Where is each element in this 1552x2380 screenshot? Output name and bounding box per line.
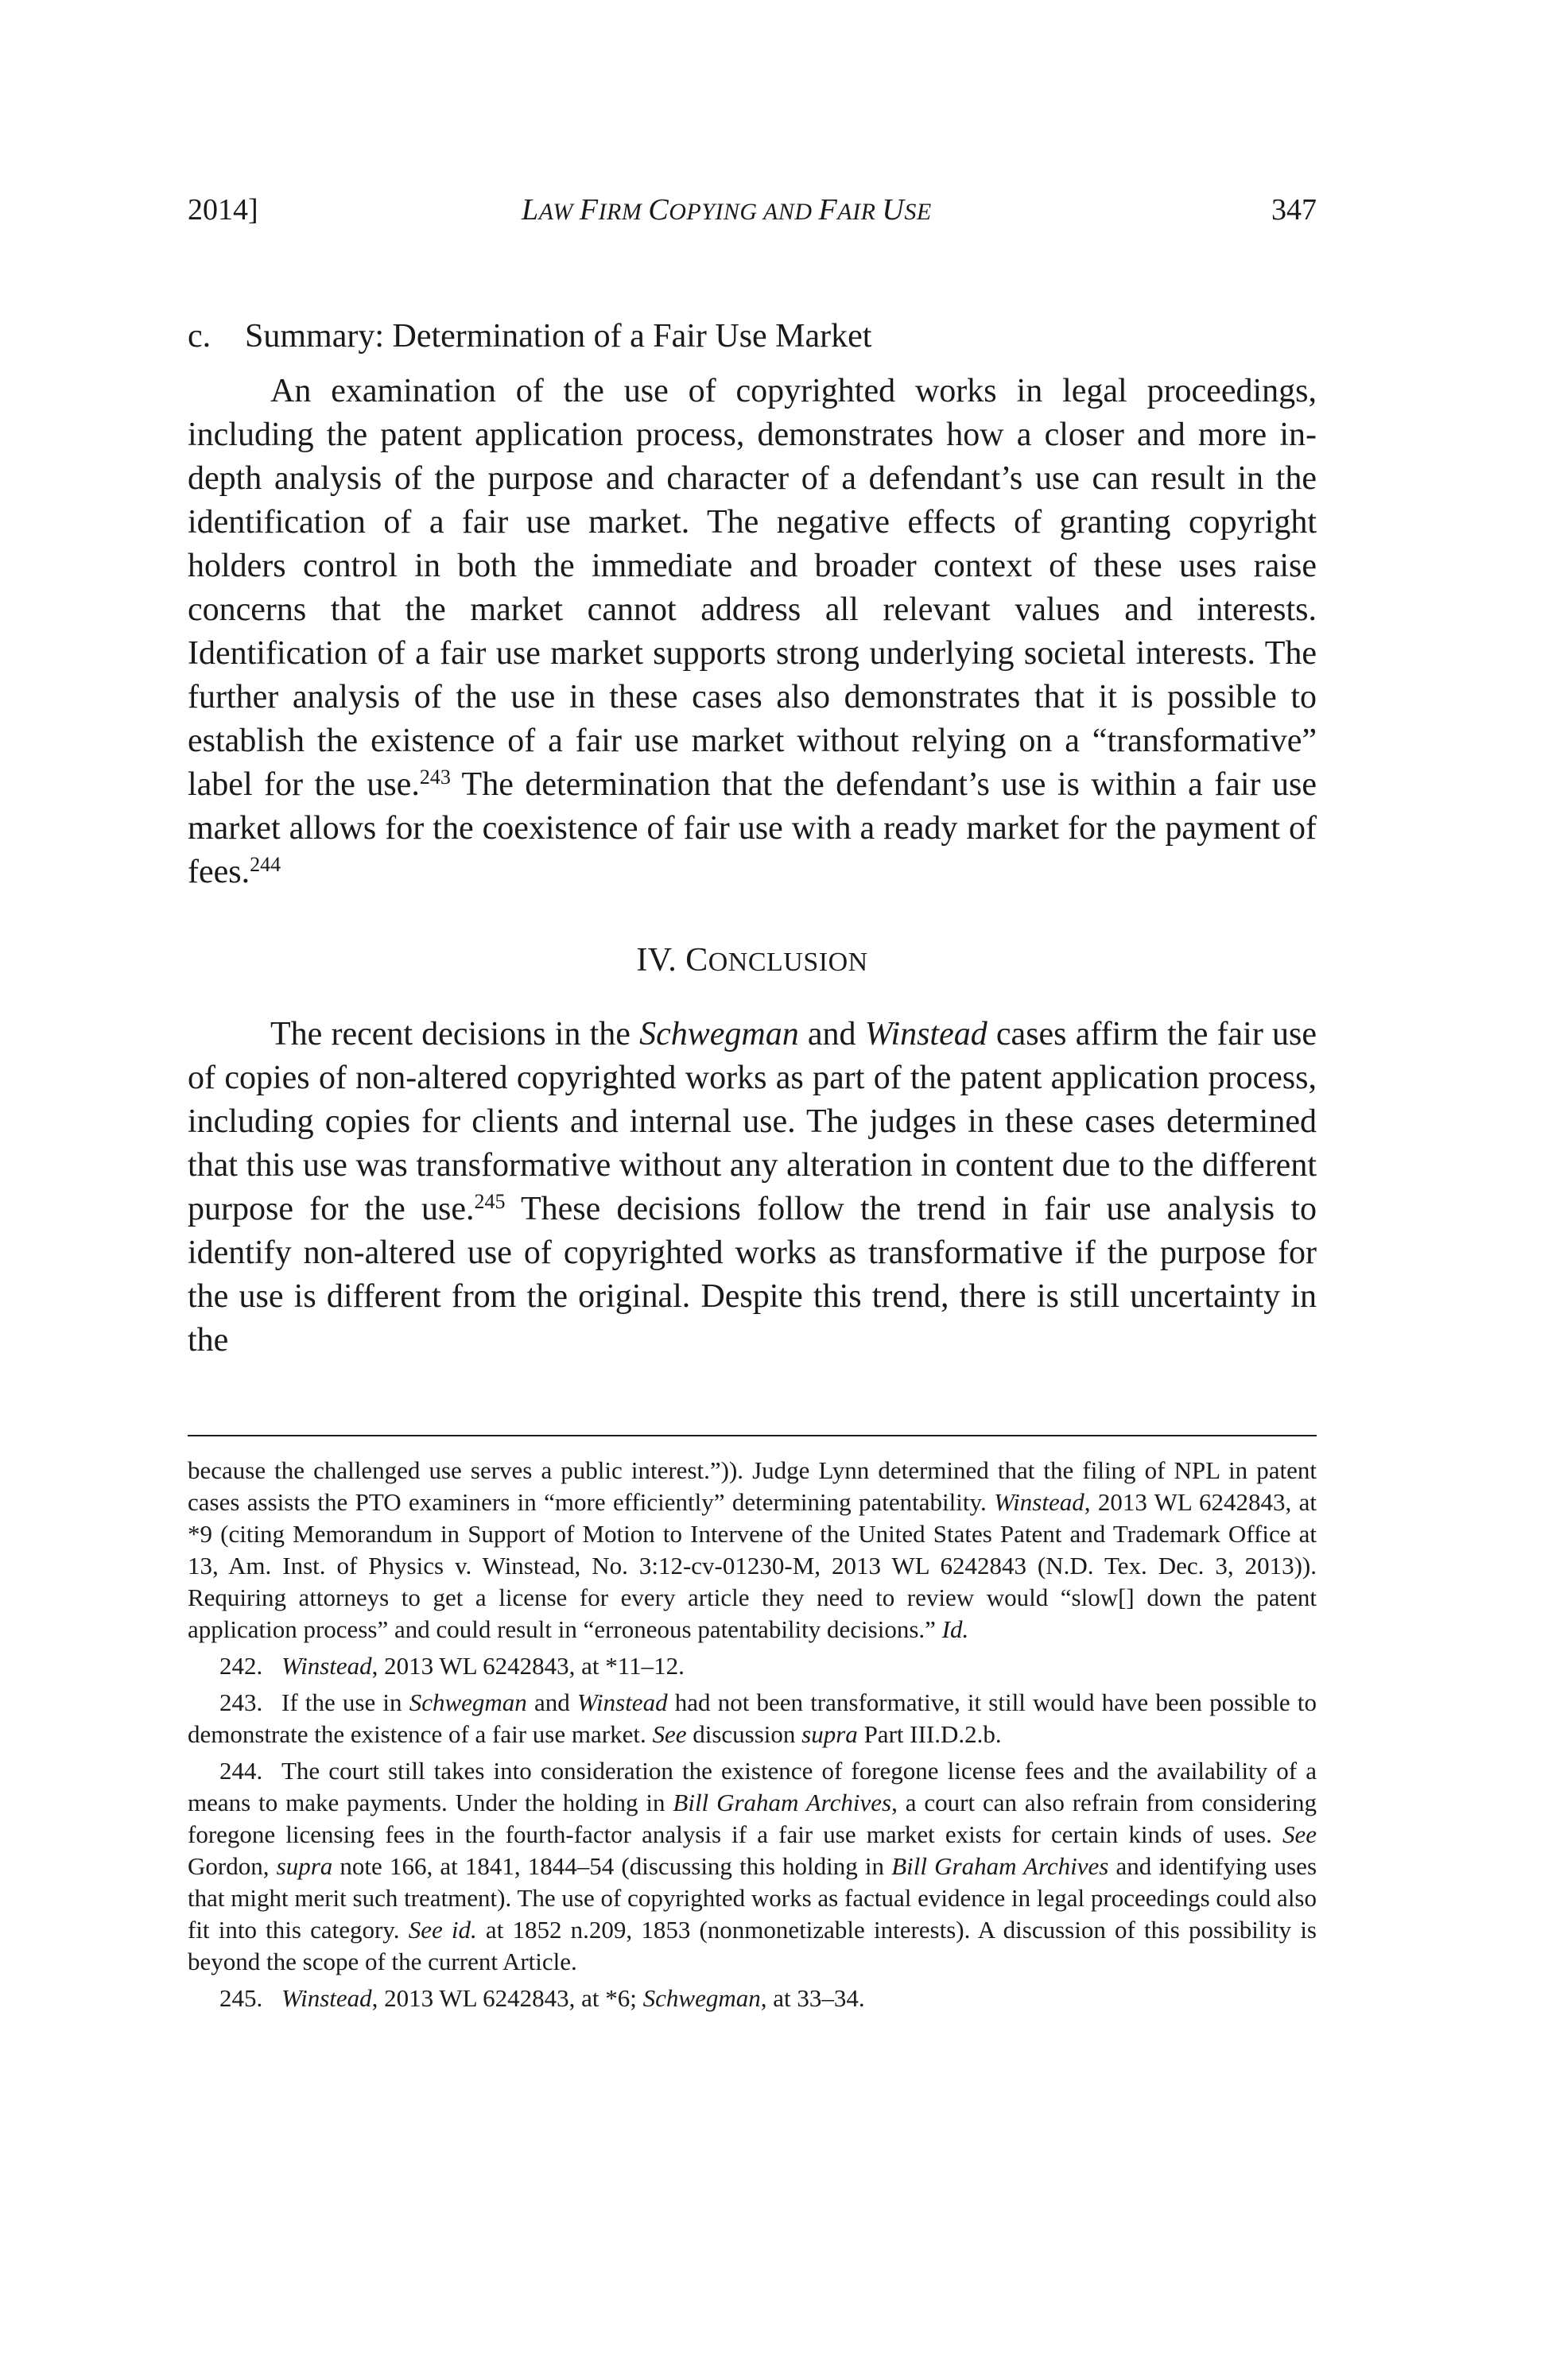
footnote-continuation: because the challenged use serves a public interest.”)). Judge Lynn determined that the filing of NPL in patent cases assists the PTO examiners in “more efficiently” determining patentability. Winstead, 2013 WL 6242843, at *9 (citing Memorandum in Support of Motion to Intervene of the United States Patent and Trademark Office at 13, Am. Inst. of Physics v. Winstead, No. 3:12-cv-01230-M, 2013 WL 6242843 (N.D. Tex. Dec. 3, 2013)). Requiring attorneys to get a license for every article they need to review would “slow[] down the patent application process” and could result in “erroneous patentability decisions.” Id. — [188, 1456, 1317, 1643]
footnotes — [188, 1455, 1317, 2019]
footnote-245: 245. Winstead, 2013 WL 6242843, at *6; Schwegman, at 33–34. — [219, 1984, 865, 2012]
body-paragraph: An examination of the use of copyrighted works in legal proceedings, including the patent application process, demonstrates how a closer and more in-depth analysis of the purpose and character of a defendant’s use can result in the identification of a fair use market. The negative effects of granting copyright holders control in both the immediate and broader context of these uses raise concerns that the market cannot address all relevant values and interests. Identification of a fair use market supports strong underlying societal interests. The further analysis of the use in these cases also demonstrates that it is possible to establish the existence of a fair use market without relying on a “transformative” label for the use.$^{243}$ The determination that the defendant’s use is within a fair use market allows for the coexistence of fair use with a ready market for the payment of fees.$^{244}$ — [188, 373, 1317, 890]
footnote-242: 242. Winstead, 2013 WL 6242843, at *11–12. — [219, 1652, 685, 1680]
footnote-ref[interactable]: 243 — [419, 766, 451, 789]
running-head — [188, 192, 1317, 240]
footnote-243: 243. If the use in Schwegman and Winstead had not been transformative, it still would have been possible to demonstrate the existence of a fair use market. See discussion supra Part III.D.2.b. — [188, 1688, 1317, 1748]
subsection-heading — [188, 315, 1317, 359]
footnote-244: 244. The court still takes into consideration the existence of foregone license fees and the availability of a means to make payments. Under the holding in Bill Graham Archives, a court can also refrain from considering foregone licensing fees in the fourth-factor analysis if a fair use market exists for certain kinds of uses. See Gordon, supra note 166, at 1841, 1844–54 (discussing this holding in Bill Graham Archives and identifying uses that might merit such treatment). The use of copyrighted works as factual evidence in legal proceedings could also fit into this category. See id. at 1852 n.209, 1853 (nonmonetizable interests). A discussion of this possibility is beyond the scope of the current Article. — [188, 1757, 1317, 1975]
footnote-ref[interactable]: 245 — [474, 1190, 506, 1213]
section-heading: IV. CONCLUSION — [636, 942, 868, 979]
subsection-label: c. — [188, 318, 211, 355]
subsection-title: Summary: Determination of a Fair Use Market — [245, 318, 872, 355]
article-short-title: LAW FIRM COPYING AND FAIR USE — [522, 193, 932, 227]
body-paragraph: The recent decisions in the Schwegman and Winstead cases affirm the fair use of copies of non-altered copyrighted works as part of the patent application process, including copies for clients and internal use. The judges in these cases determined that this use was transformative without any alteration in content due to the different purpose for the use.$^{245}$ These decisions follow the trend in fair use analysis to identify non-altered use of copyrighted works as transformative if the purpose for the use is different from the original. Despite this trend, there is still uncertainty in the — [188, 1016, 1317, 1359]
footnote-divider — [188, 1435, 1317, 1436]
page-number: 347 — [1271, 193, 1317, 227]
footnote-ref[interactable]: 244 — [250, 853, 281, 876]
volume-year: 2014] — [188, 193, 258, 227]
main-text — [188, 315, 1317, 1362]
